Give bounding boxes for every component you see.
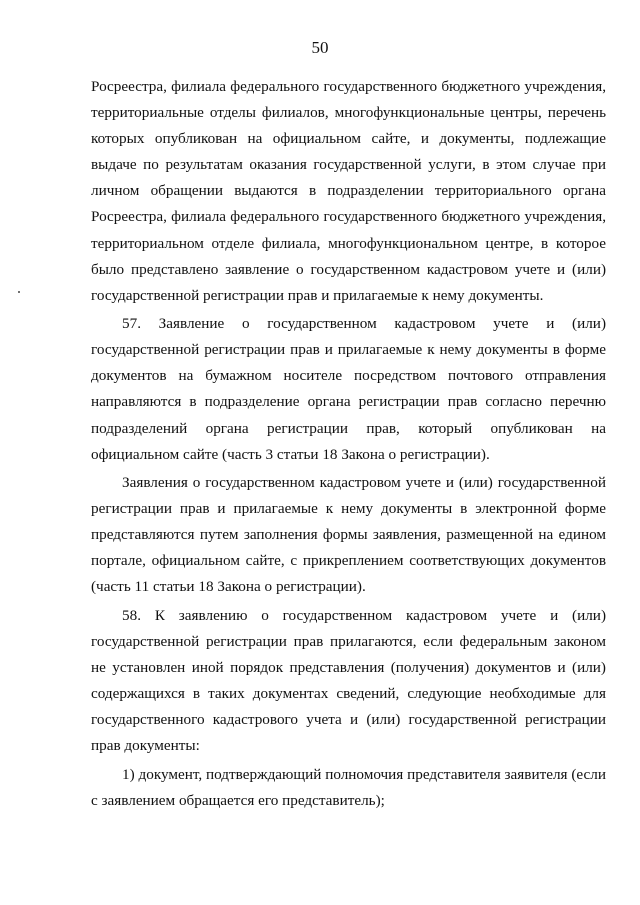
list-item-1: 1) документ, подтверждающий полномочия представителя заявителя (если с заявлением обращается его представитель); [91, 765, 606, 809]
paragraph-electronic-submission: Заявления о государственном кадастровом учете и (или) государственной регистрации прав и прилагаемые к нему документы в электронной форме представляются путем заполнения формы заявления, размещенной на едином портале, официальном сайте, с прикреплением соответствующих документов (часть 11 статьи 18 Закона о регистрации). [91, 474, 606, 596]
paragraph-continuation: Росреестра, филиала федерального государственного бюджетного учреждения, территориальные отделы филиалов, многофункциональные центры, перечень которых опубликован на официальном сайте, и документы, подлежащие выдаче по результатам оказания государственной услуги, в этом случае при личном обращении выдаются в подразделении территориального органа Росреестра, филиала федерального государственного бюджетного учреждения, территориальном отделе филиала, многофункциональном центре, в которое было представлено заявление о государственном кадастровом учете и (или) государственной регистрации прав и прилагаемые к нему документы. [91, 78, 606, 304]
page-number: 50 [311, 38, 329, 57]
paragraph-57: 57. Заявление о государственном кадастровом учете и (или) государственной регистрации прав и прилагаемые к нему документы в форме документов на бумажном носителе посредством почтового отправления направляются в подразделение органа регистрации прав согласно перечню подразделений органа регистрации прав, который опубликован на официальном сайте (часть 3 статьи 18 Закона о регистрации). [91, 315, 606, 463]
document-body [91, 74, 606, 814]
paragraph-58: 58. К заявлению о государственном кадастровом учете и (или) государственной регистрации прав прилагаются, если федеральным законом не установлен иной порядок представления (получения) документов и (или) содержащихся в таких документах сведений, следующие необходимые для государственного кадастрового учета и (или) государственной регистрации прав документы: [91, 606, 606, 755]
scan-speck [18, 291, 20, 293]
